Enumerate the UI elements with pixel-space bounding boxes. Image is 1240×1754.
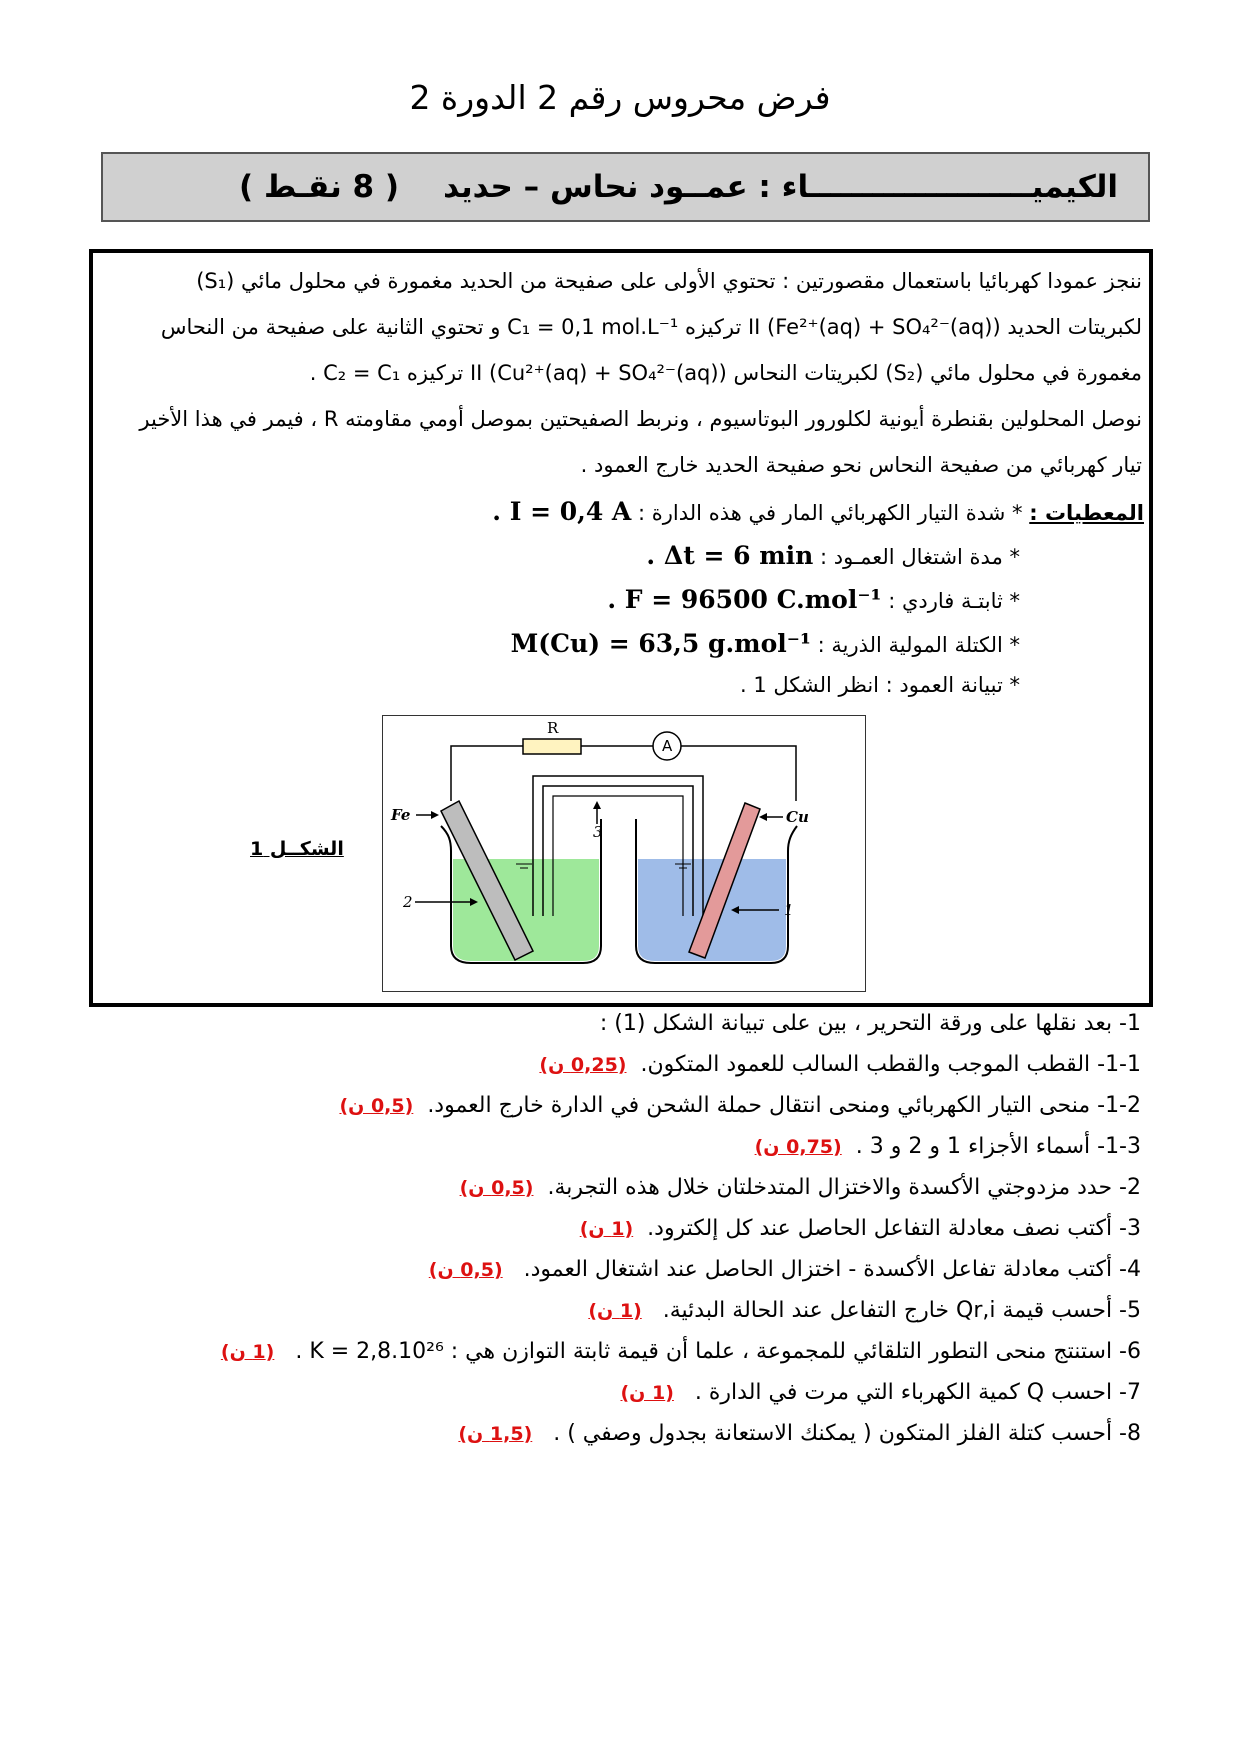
figure-caption: الشكــل 1	[250, 838, 344, 860]
question-item	[221, 1339, 1141, 1364]
cell-diagram	[383, 716, 864, 990]
question-points: (0,5 ن)	[428, 1259, 503, 1281]
question-item	[460, 1175, 1141, 1200]
question-text: 6- استنتج منحى التطور التلقائي للمجموعة ، علما أن قيمة ثابتة التوازن هي : K = 2,8.10²⁶ .	[295, 1339, 1141, 1364]
givens-label: المعطيات :	[1029, 501, 1144, 525]
ammeter-label: A	[662, 737, 673, 755]
question-text: 2- حدد مزدوجتي الأكسدة والاختزال المتدخلتان خلال هذه التجربة.	[547, 1175, 1141, 1200]
arrowhead-3	[593, 801, 601, 809]
resistor-symbol	[523, 739, 581, 754]
intro-line: نوصل المحلولين بقنطرة أيونية لكلورور البوتاسيوم ، ونربط الصفيحتين بموصل أومي مقاومته R ، فيمر في هذا الأخير	[139, 407, 1142, 431]
intro-line: مغمورة في محلول مائي (S₂) لكبريتات النحاس II (Cu²⁺(aq) + SO₄²⁻(aq)) تركيزه C₂ = C₁ .	[309, 361, 1142, 385]
label-2: 2	[403, 893, 413, 911]
label-3: 3	[593, 823, 603, 841]
question-text: 1-3- أسماء الأجزاء 1 و 2 و 3 .	[855, 1134, 1141, 1159]
question-text: 5- أحسب قيمة Qr,i خارج التفاعل عند الحالة البدئية.	[662, 1298, 1141, 1323]
cu-label: Cu	[786, 808, 809, 826]
section-banner	[101, 152, 1150, 222]
question-text: 8- أحسب كتلة الفلز المتكون ( يمكنك الاستعانة بجدول وصفي ) .	[553, 1421, 1141, 1446]
given-value: Δt = 6 min .	[646, 541, 814, 570]
section-points: ( 8 نقـط )	[239, 169, 400, 205]
intro-line: تيار كهربائي من صفيحة النحاس نحو صفيحة الحديد خارج العمود .	[580, 453, 1142, 477]
question-points: (0,75 ن)	[754, 1136, 842, 1158]
intro-paragraph	[112, 258, 1142, 488]
question-item	[755, 1134, 1141, 1159]
question-points: (1 ن)	[620, 1382, 674, 1404]
given-text: * مدة اشتغال العمـود :	[820, 545, 1020, 569]
question-item	[539, 1052, 1141, 1077]
given-row	[607, 585, 1020, 614]
question-points: (0,5 ن)	[339, 1095, 414, 1117]
intro-line: ننجز عمودا كهربائيا باستعمال مقصورتين : تحتوي الأولى على صفيحة من الحديد مغمورة في محلول مائي (S₁)	[196, 269, 1142, 293]
resistor-label: R	[547, 719, 559, 737]
question-points: (1 ن)	[579, 1218, 634, 1240]
given-text: * تبيانة العمود : انظر الشكل 1 .	[739, 673, 1020, 697]
question-points: (0,5 ن)	[459, 1177, 534, 1199]
intro-line: لكبريتات الحديد II (Fe²⁺(aq) + SO₄²⁻(aq)) تركيزه C₁ = 0,1 mol.L⁻¹ و تحتوي الثانية على صفيحة من النحاس	[160, 315, 1142, 339]
question-item	[429, 1257, 1141, 1282]
cu-arrowhead	[759, 813, 767, 821]
circuit-wire	[451, 746, 796, 801]
given-row	[646, 541, 1020, 570]
question-item	[588, 1298, 1141, 1323]
question-points: (1 ن)	[588, 1300, 642, 1322]
figure-cell-diagram	[382, 715, 866, 992]
given-text: * الكتلة المولية الذرية :	[817, 633, 1020, 657]
page-title: فرض محروس رقم 2 الدورة 2	[409, 78, 831, 117]
given-row	[511, 629, 1020, 658]
question-text: 7- احسب Q كمية الكهرباء التي مرت في الدارة .	[694, 1380, 1141, 1405]
question-item	[458, 1421, 1141, 1446]
question-text: 4- أكتب معادلة تفاعل الأكسدة - اختزال الحاصل عند اشتغال العمود.	[523, 1257, 1141, 1282]
given-text: * ثابتـة فاردي :	[888, 589, 1020, 613]
given-value: I = 0,4 A .	[492, 497, 632, 526]
question-text: 1-1- القطب الموجب والقطب السالب للعمود المتكون.	[640, 1052, 1141, 1077]
given-value: F = 96500 C.mol⁻¹ .	[607, 585, 882, 614]
label-1: 1	[784, 901, 794, 919]
givens-row	[492, 497, 1144, 526]
question-text: 3- أكتب نصف معادلة التفاعل الحاصل عند كل إلكترود.	[647, 1216, 1141, 1241]
question-points: (1 ن)	[220, 1341, 275, 1363]
given-value: M(Cu) = 63,5 g.mol⁻¹	[510, 629, 811, 658]
given-text: * شدة التيار الكهربائي المار في هذه الدارة :	[638, 501, 1023, 525]
given-row	[740, 673, 1020, 697]
section-title: الكيميـــــــــــــــــــــاء : عمــود نحاس – حديد	[443, 169, 1118, 205]
question-item	[620, 1380, 1141, 1405]
question-item	[580, 1216, 1141, 1241]
fe-label: Fe	[391, 806, 411, 824]
question-points: (0,25 ن)	[539, 1054, 627, 1076]
question-text: 1- بعد نقلها على ورقة التحرير ، بين على تبيانة الشكل (1) :	[599, 1011, 1141, 1036]
question-item	[339, 1093, 1141, 1118]
question-text: 1-2- منحى التيار الكهربائي ومنحى انتقال حملة الشحن في الدارة خارج العمود.	[427, 1093, 1141, 1118]
question-item	[600, 1011, 1141, 1036]
fe-arrowhead	[431, 811, 439, 819]
question-points: (1,5 ن)	[458, 1423, 533, 1445]
